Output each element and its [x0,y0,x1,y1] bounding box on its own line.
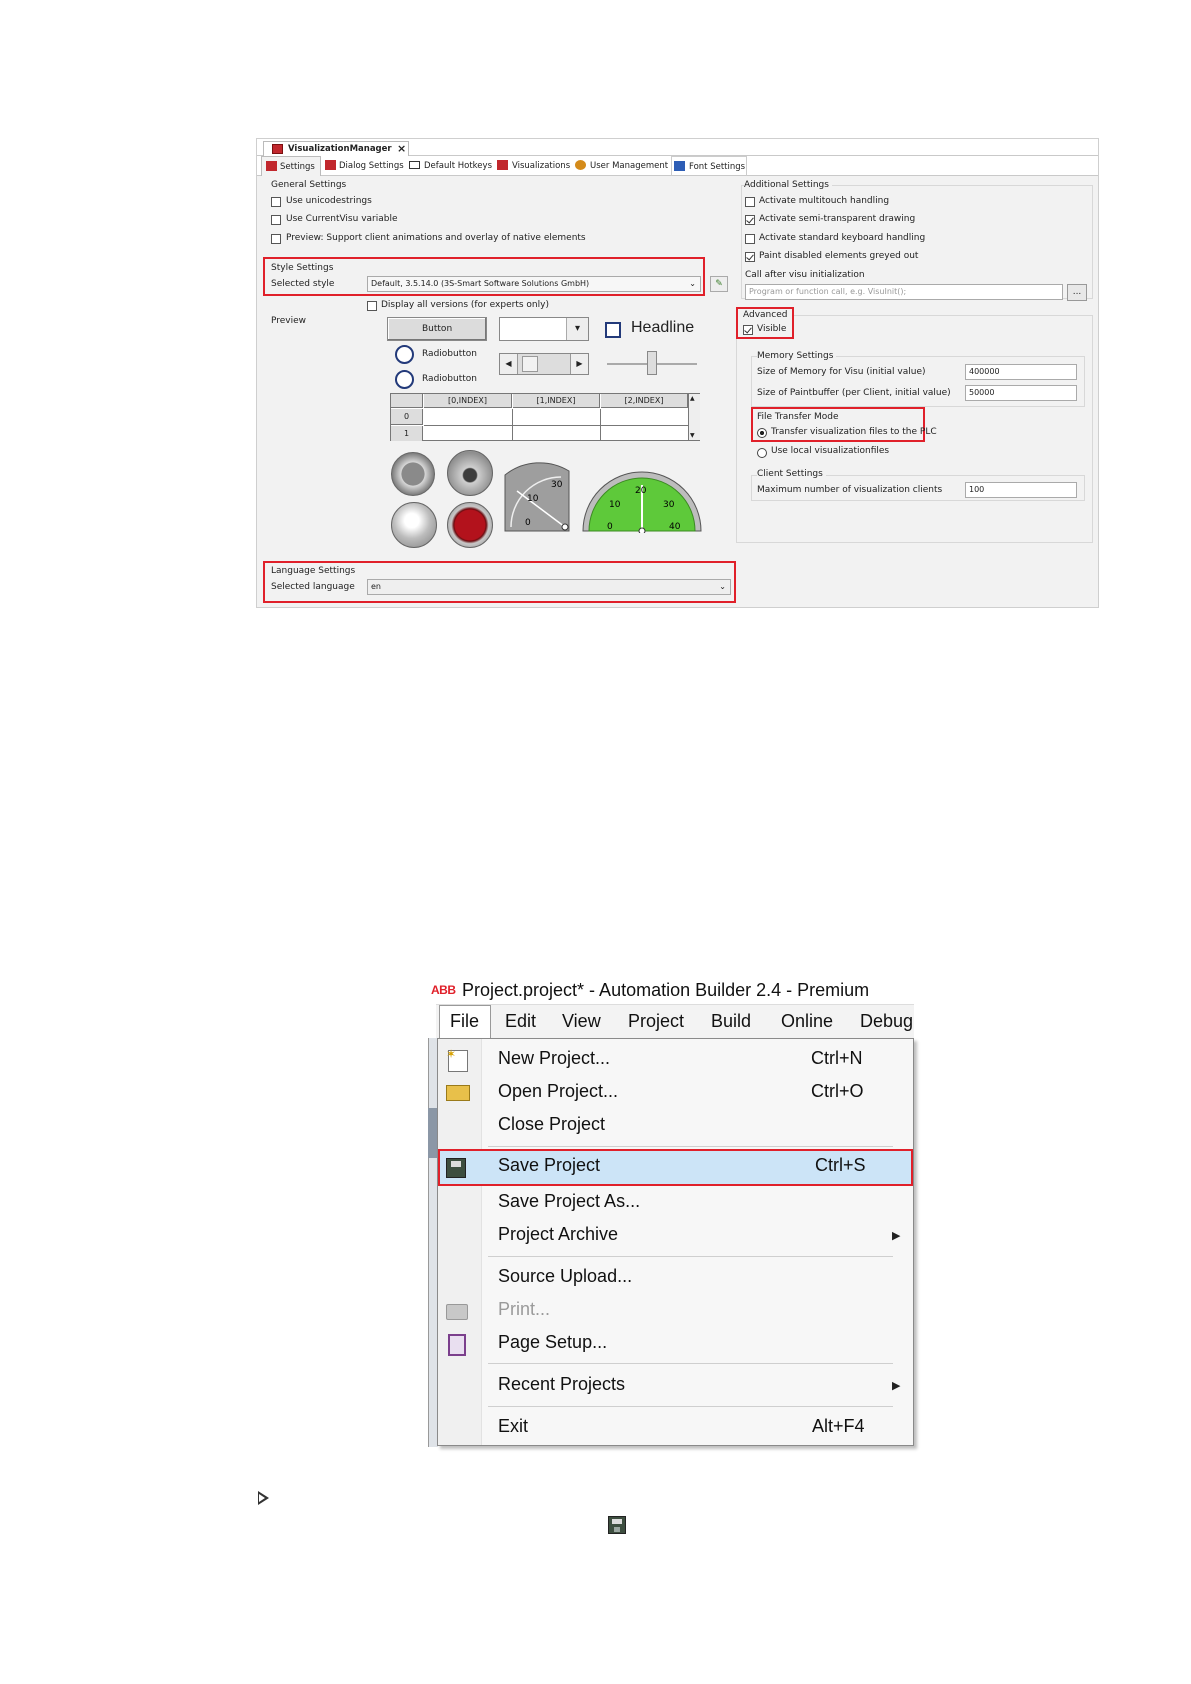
radio-button-2-label: Radiobutton [422,374,477,384]
rotary-knob-icon [447,450,493,496]
radio-button-1-label: Radiobutton [422,349,477,359]
visible-checkbox[interactable] [743,325,753,335]
visualization-manager-icon [272,144,283,154]
multitouch-checkbox[interactable] [745,197,755,207]
max-clients-label: Maximum number of visualization clients [757,485,943,495]
semitransparent-label: Activate semi-transparent drawing [759,214,916,224]
multitouch-label: Activate multitouch handling [759,196,890,206]
file-menu-dropdown [437,1038,914,1446]
selected-language-label: Selected language [271,582,355,592]
preview-support-checkbox[interactable] [271,234,281,244]
open-project-label: Open Project... [498,1081,619,1101]
memory-size-value: 400000 [969,367,1000,376]
green-half-gauge [579,467,705,533]
use-local-files-radio[interactable] [757,448,767,458]
green-gauge-tick-1: 10 [609,500,621,510]
paintbuffer-input[interactable] [965,385,1077,401]
table-grid-v2 [600,409,601,441]
call-after-init-label: Call after visu initialization [745,270,865,280]
exit-label: Exit [498,1416,529,1436]
preview-combobox [499,317,589,341]
open-folder-icon [446,1085,470,1101]
general-settings-title: General Settings [271,180,347,190]
printer-icon [446,1304,468,1320]
keyboard-icon [409,161,420,169]
menu-debug[interactable]: Debug [860,1011,914,1031]
memory-size-label: Size of Memory for Visu (initial value) [757,367,926,377]
save-project-as-label: Save Project As... [498,1191,641,1211]
use-unicode-checkbox[interactable] [271,197,281,207]
advanced-title: Advanced [743,310,788,320]
paint-disabled-checkbox[interactable] [745,252,755,262]
table-header-2: [2,INDEX] [601,394,688,408]
scroll-right-icon: ▶ [570,354,588,374]
combobox-arrow-icon: ▾ [566,318,588,340]
grey-quarter-gauge [501,461,573,533]
preview-button-label: Button [422,324,453,334]
green-gauge-tick-2: 20 [635,486,647,496]
preview-table [390,393,700,441]
users-icon [575,160,586,170]
inline-save-icon [608,1516,626,1534]
new-project-shortcut: Ctrl+N [811,1048,863,1068]
keyboard-handling-checkbox[interactable] [745,234,755,244]
menu-separator [488,1363,893,1364]
menu-online[interactable]: Online [781,1011,834,1031]
settings-icon [266,161,277,171]
step-triangle-inner [259,1494,265,1502]
table-scrollbar [688,394,700,440]
display-all-versions-checkbox[interactable] [367,301,377,311]
paintbuffer-label: Size of Paintbuffer (per Client, initial value) [757,388,951,398]
grey-gauge-tick-2: 30 [551,480,563,490]
print-label: Print... [498,1299,551,1319]
table-grid-v1 [512,409,513,441]
preview-slider-thumb [647,351,657,375]
scroll-up-icon: ▲ [690,395,695,402]
menu-item-close-project[interactable] [438,1110,893,1143]
client-settings-title: Client Settings [757,469,826,480]
source-upload-label: Source Upload... [498,1266,633,1286]
visualization-manager-screenshot [256,138,1099,608]
page-setup-label: Page Setup... [498,1332,608,1352]
use-unicode-label: Use unicodestrings [286,196,372,206]
editor-tab[interactable] [263,141,409,157]
tab-default-hotkeys-label: Default Hotkeys [424,161,492,171]
selected-language-dropdown[interactable] [367,579,731,595]
tab-dialog-settings-label: Dialog Settings [339,161,404,171]
visible-label: Visible [757,324,787,334]
editor-tab-title: VisualizationManager [288,144,392,154]
silver-switch-icon [391,502,437,548]
tab-settings[interactable] [261,156,321,176]
call-after-init-input[interactable] [745,284,1063,300]
preview-label: Preview [271,316,307,326]
transfer-to-plc-radio[interactable] [757,428,767,438]
menu-item-new-project[interactable] [438,1044,893,1077]
red-lamp-icon [447,502,493,548]
keyboard-handling-label: Activate standard keyboard handling [759,233,926,243]
menu-view[interactable]: View [562,1011,601,1031]
chevron-down-icon: ⌄ [689,279,696,288]
table-corner [391,394,423,408]
scroll-left-icon: ◀ [500,354,518,374]
tab-dialog-settings[interactable] [323,156,405,176]
preview-scrollbar [499,353,589,375]
tab-visualizations-label: Visualizations [512,161,571,171]
max-clients-input[interactable] [965,482,1077,498]
radio-button-1 [395,345,414,364]
language-settings-title: Language Settings [271,566,356,576]
menu-item-project-archive[interactable] [438,1220,901,1253]
style-settings-title: Style Settings [271,263,334,273]
menu-separator [488,1256,893,1257]
tab-user-management[interactable] [573,156,669,176]
memory-settings-title: Memory Settings [757,351,836,362]
menu-item-open-project[interactable] [438,1077,893,1110]
new-project-icon: ✶ [448,1050,468,1072]
use-currentvisu-checkbox[interactable] [271,215,281,225]
scroll-down-icon: ▼ [690,432,695,439]
open-project-shortcut: Ctrl+O [811,1081,864,1101]
menu-item-source-upload[interactable] [438,1262,893,1295]
visualization-icon [497,160,508,170]
style-edit-button[interactable]: ✎ [710,276,728,292]
semitransparent-checkbox[interactable] [745,215,755,225]
table-grid-h [424,425,688,426]
table-row-0-index: 0 [391,409,423,425]
save-project-highlight [438,1149,913,1186]
table-header-1: [1,INDEX] [513,394,600,408]
menu-build[interactable]: Build [711,1011,752,1031]
call-after-init-placeholder: Program or function call, e.g. VisuInit(); [749,287,907,296]
scroll-thumb [522,356,538,372]
close-project-label: Close Project [498,1114,606,1134]
headline-text: Headline [631,319,695,336]
menu-separator [488,1406,893,1407]
grey-lamp-icon [391,452,435,496]
menu-item-exit[interactable] [438,1412,893,1445]
exit-shortcut: Alt+F4 [812,1416,865,1436]
window-title: Project.project* - Automation Builder 2.4 - Premium [462,980,870,1000]
paintbuffer-value: 50000 [969,388,995,397]
headline-checkbox [605,322,621,338]
page-setup-icon [448,1334,466,1356]
menu-edit[interactable]: Edit [505,1011,537,1031]
close-icon[interactable]: × [397,142,407,155]
menu-item-recent-projects[interactable] [438,1370,901,1403]
submenu-arrow-icon: ▶ [892,1379,901,1392]
selected-style-value: Default, 3.5.14.0 (3S-Smart Software Solutions GmbH) [371,279,590,288]
new-project-label: New Project... [498,1048,611,1068]
tab-visualizations[interactable] [495,156,571,176]
menu-item-page-setup[interactable] [438,1328,893,1361]
project-archive-label: Project Archive [498,1224,619,1244]
grey-gauge-tick-0: 0 [525,518,531,528]
menu-bar [436,1004,914,1038]
menu-file-label: File [450,1011,480,1031]
table-row-1-index: 1 [391,426,423,441]
menu-separator [488,1146,893,1147]
green-gauge-tick-0: 0 [607,522,613,532]
use-currentvisu-label: Use CurrentVisu variable [286,214,398,224]
settings-tab-strip [257,156,1099,176]
selected-style-label: Selected style [271,279,335,289]
browse-button[interactable]: ... [1067,284,1087,301]
preview-support-label: Preview: Support client animations and overlay of native elements [286,233,586,243]
display-all-versions-label: Display all versions (for experts only) [381,300,549,310]
submenu-arrow-icon: ▶ [892,1229,901,1242]
grey-gauge-tick-1: 10 [527,494,539,504]
save-project-label: Save Project [498,1155,601,1175]
additional-settings-title: Additional Settings [744,180,832,191]
radio-button-2 [395,370,414,389]
selected-style-dropdown[interactable] [367,276,701,292]
memory-size-input[interactable] [965,364,1077,380]
recent-projects-label: Recent Projects [498,1374,626,1394]
green-gauge-tick-4: 40 [669,522,681,532]
green-gauge-tick-3: 30 [663,500,675,510]
font-icon [674,161,685,171]
dialog-icon [325,160,336,170]
tab-settings-label: Settings [280,162,315,172]
menu-item-print[interactable] [438,1295,893,1328]
table-header-0: [0,INDEX] [424,394,512,408]
tab-font-settings[interactable] [671,156,747,176]
chevron-down-icon: ⌄ [719,582,726,591]
transfer-to-plc-label: Transfer visualization files to the PLC [771,427,937,437]
selected-language-value: en [371,582,381,591]
preview-button [387,317,487,341]
menu-project[interactable]: Project [628,1011,685,1031]
save-project-shortcut: Ctrl+S [815,1155,866,1175]
menu-item-save-project-as[interactable] [438,1187,893,1220]
tab-default-hotkeys[interactable] [407,156,493,176]
use-local-files-label: Use local visualizationfiles [771,446,890,456]
max-clients-value: 100 [969,485,985,494]
abb-logo: ABB [431,983,456,997]
file-transfer-title: File Transfer Mode [757,412,839,422]
tab-font-settings-label: Font Settings [689,162,746,172]
tab-user-management-label: User Management [590,161,669,171]
paint-disabled-label: Paint disabled elements greyed out [759,251,919,261]
